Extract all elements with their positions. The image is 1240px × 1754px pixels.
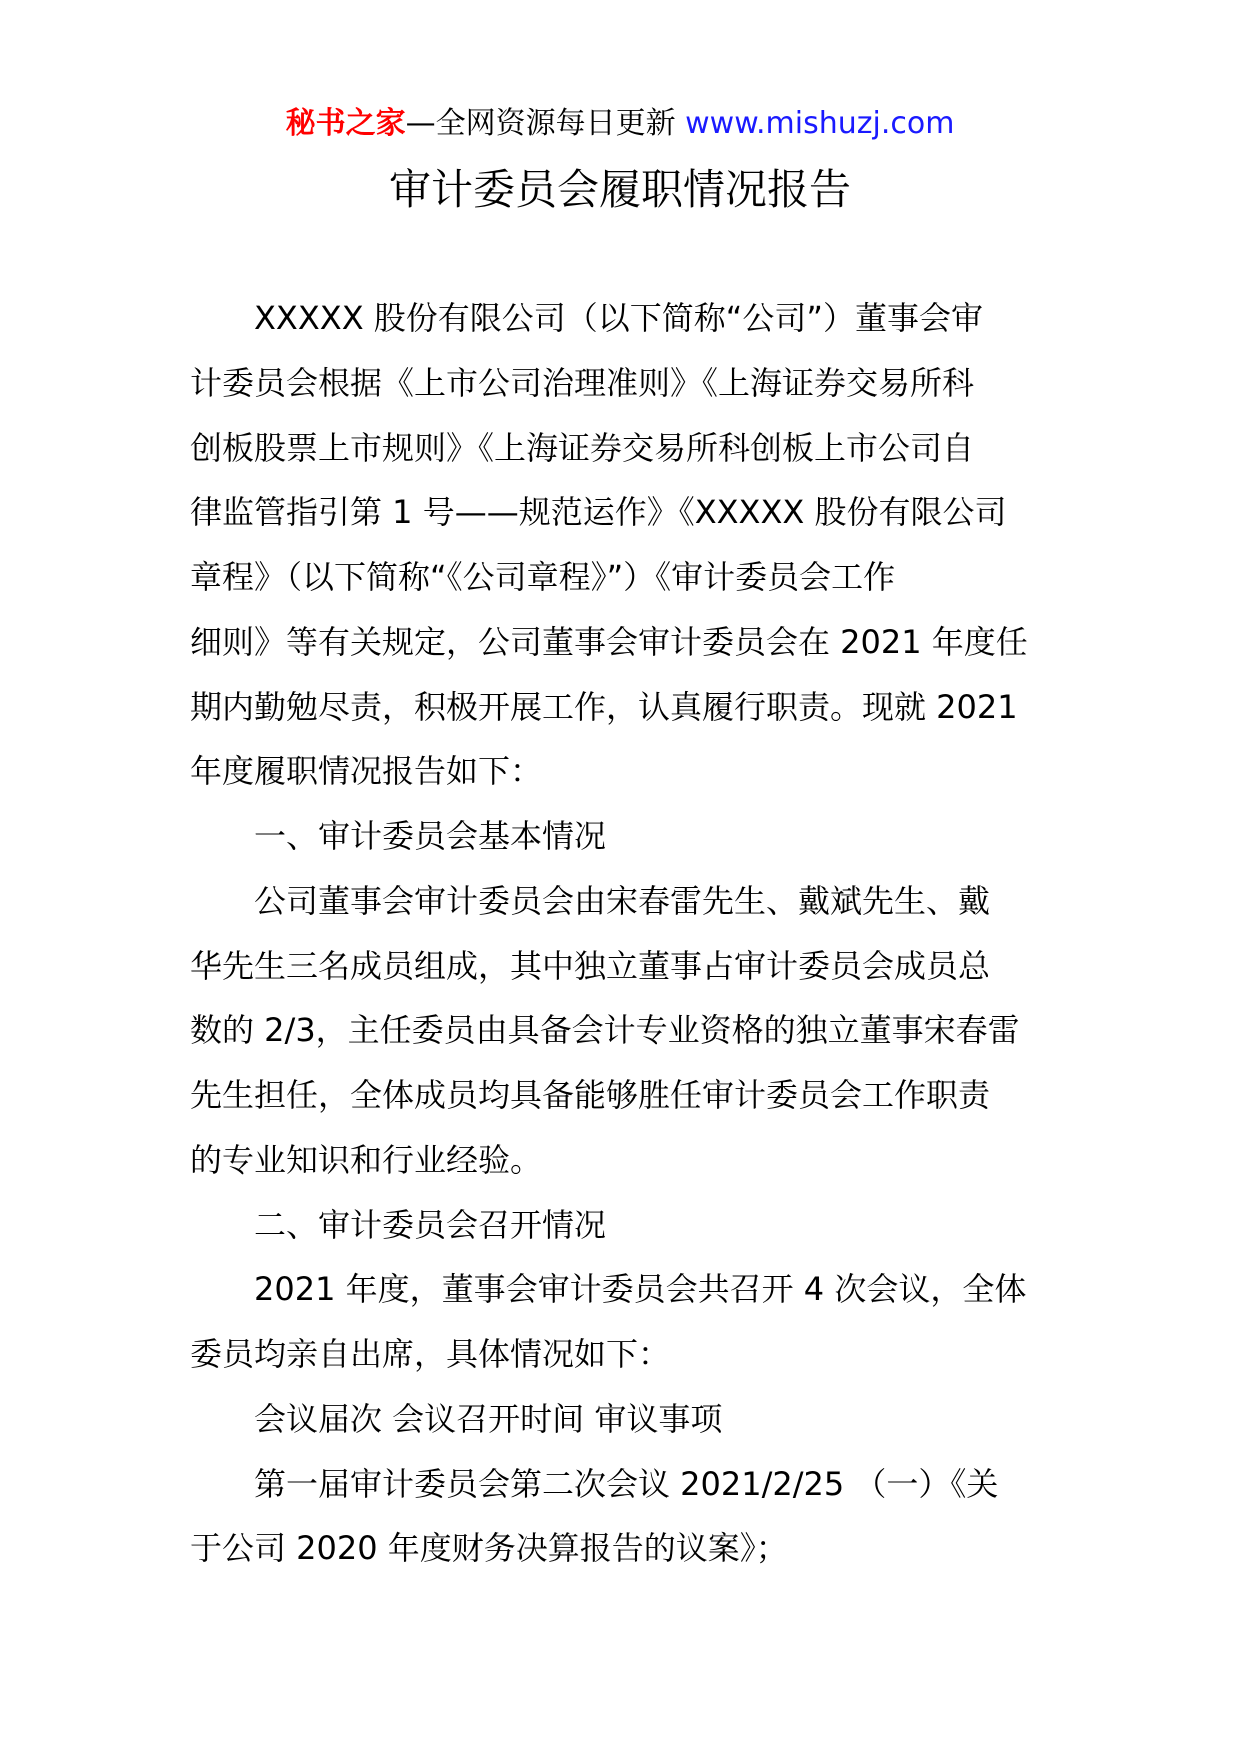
- paragraph-line: 公司董事会审计委员会由宋春雷先生、戴斌先生、戴: [254, 881, 991, 920]
- paragraph-line: 委员均亲自出席，具体情况如下：: [190, 1335, 671, 1373]
- document-body: [190, 286, 1062, 1581]
- paragraph-line: 的专业知识和行业经验。: [190, 1140, 543, 1179]
- table-header-line: 会议届次 会议召开时间 审议事项: [254, 1399, 723, 1438]
- paragraph-line: XXXXX 股份有限公司（以下简称“公司”）董事会审: [254, 299, 983, 337]
- header-tagline: —全网资源每日更新: [405, 106, 676, 141]
- section-heading: 二、审计委员会召开情况: [254, 1205, 607, 1244]
- paragraph-line: 数的 2/3，主任委员由具备会计专业资格的独立董事宋春雷: [190, 1011, 1020, 1050]
- paragraph-line: 细则》等有关规定，公司董事会审计委员会在 2021 年度任: [190, 622, 1028, 661]
- paragraph-line: 律监管指引第 1 号——规范运作》《XXXXX 股份有限公司: [190, 493, 1007, 532]
- paragraph-line: 先生担任，全体成员均具备能够胜任审计委员会工作职责: [190, 1076, 991, 1114]
- paragraph-line: 年度履职情况报告如下：: [190, 752, 543, 791]
- paragraph-line: 华先生三名成员组成，其中独立董事占审计委员会成员总: [190, 946, 991, 985]
- site-url-link[interactable]: www.mishuzj.com: [685, 106, 955, 141]
- paragraph-line: 章程》（以下简称“《公司章程》”）《审计委员会工作: [190, 558, 896, 596]
- watermark-header: [0, 102, 1240, 146]
- paragraph-line: 计委员会根据《上市公司治理准则》《上海证券交易所科: [190, 363, 975, 402]
- paragraph-line: 2021 年度，董事会审计委员会共召开 4 次会议，全体: [254, 1270, 1027, 1309]
- table-row-line: 于公司 2020 年度财务决算报告的议案》；: [190, 1529, 788, 1568]
- document-title: 审计委员会履职情况报告: [388, 165, 851, 214]
- section-heading: 一、审计委员会基本情况: [254, 817, 607, 855]
- paragraph-line: 期内勤勉尽责，积极开展工作，认真履行职责。现就 2021: [190, 687, 1018, 726]
- paragraph-line: 创板股票上市规则》《上海证券交易所科创板上市公司自: [190, 428, 975, 467]
- table-row-line: 第一届审计委员会第二次会议 2021/2/25 （一）《关: [254, 1464, 999, 1503]
- brand-name: 秘书之家: [285, 106, 406, 141]
